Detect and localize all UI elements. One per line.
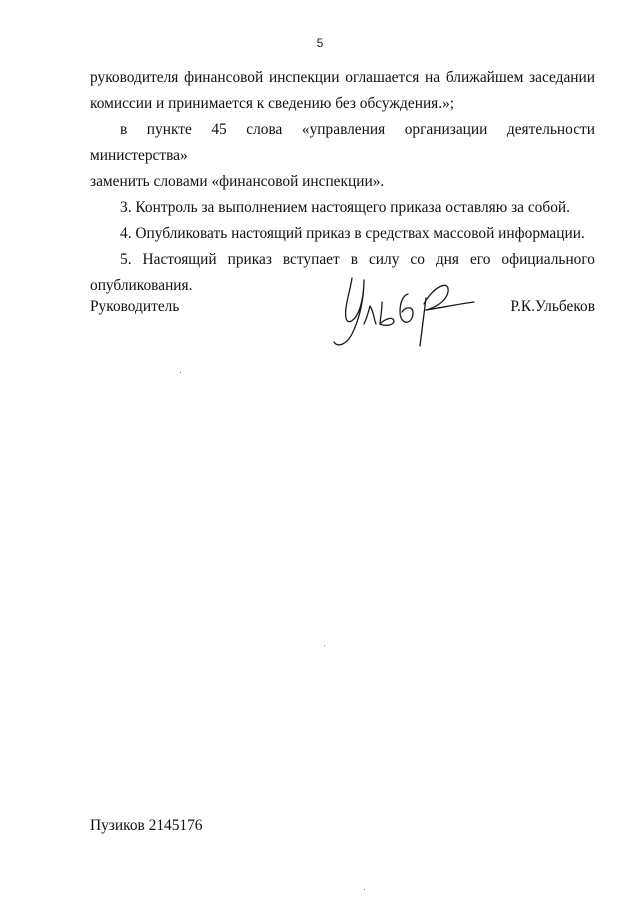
paragraph-item-45 — [90, 117, 595, 195]
document-body — [90, 65, 595, 299]
executor-note: Пузиков 2145176 — [90, 817, 203, 834]
text-line: 5. Настоящий приказ вступает в силу со дня его официального — [120, 251, 595, 268]
scan-speck — [324, 645, 325, 646]
scan-speck — [180, 372, 181, 373]
handwritten-signature — [330, 268, 475, 350]
text-line: 3. Контроль за выполнением настоящего приказа оставляю за собой. — [120, 199, 570, 216]
paragraph-item-4 — [90, 221, 595, 247]
text-line: руководителя финансовой инспекции оглашается на ближайшем заседании — [90, 69, 595, 86]
text-line: комиссии и принимается к сведению без обсуждения.»; — [90, 95, 455, 112]
paragraph-item-3 — [90, 195, 595, 221]
page-number: 5 — [316, 36, 324, 50]
paragraph-continuation — [90, 65, 595, 117]
text-line: опубликования. — [90, 277, 193, 294]
text-line: заменить словами «финансовой инспекции». — [90, 173, 385, 190]
text-line: 4. Опубликовать настоящий приказ в средствах массовой информации. — [120, 225, 585, 242]
signer-name: Р.К.Ульбеков — [510, 298, 595, 315]
text-line: в пункте 45 слова «управления организации деятельности министерства» — [90, 121, 595, 164]
scan-speck — [364, 889, 365, 890]
signer-role: Руководитель — [90, 298, 180, 315]
